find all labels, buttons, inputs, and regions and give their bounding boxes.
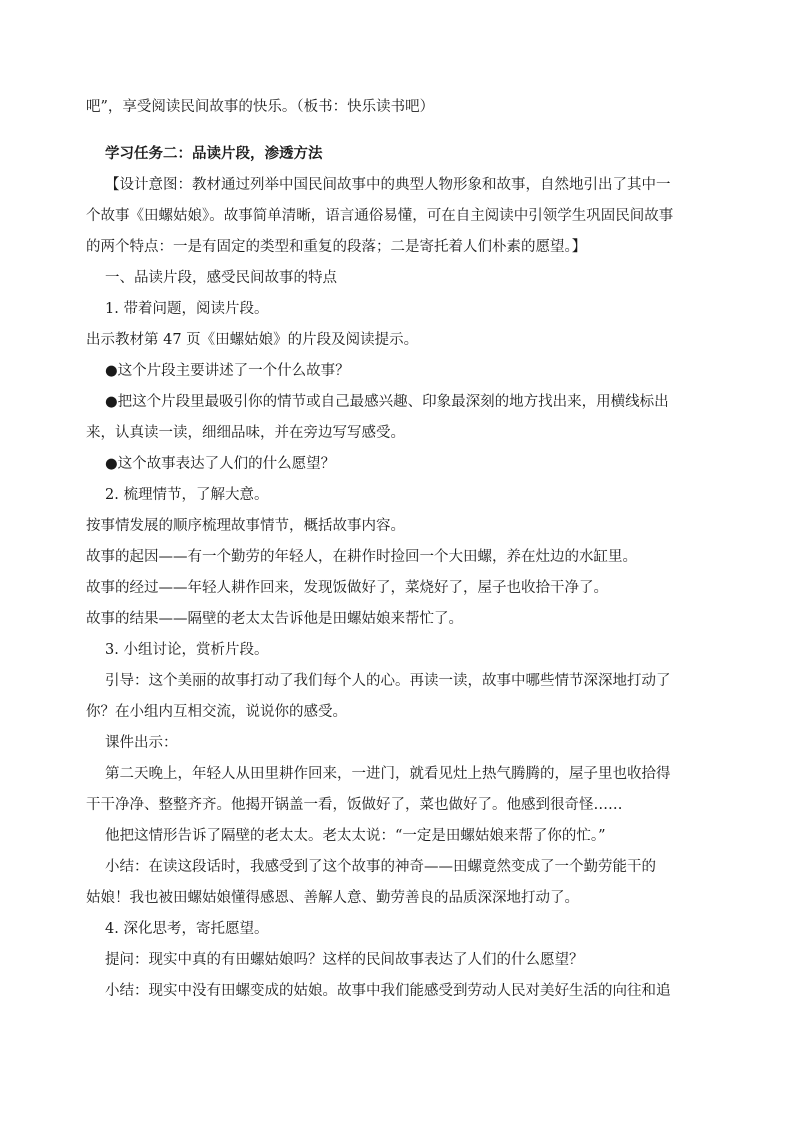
step-heading: 1. 带着问题，阅读片段。 <box>105 301 269 317</box>
plot-ending: 故事的结果——隔壁的老太太告诉他是田螺姑娘来帮忙了。 <box>86 611 463 627</box>
summary-line: 小结：在读这段话时，我感受到了这个故事的神奇——田螺竟然变成了一个勤劳能干的 <box>105 859 656 875</box>
guidance-line: 你？在小组内互相交流，说说你的感受。 <box>86 704 347 720</box>
step-heading: 3. 小组讨论，赏析片段。 <box>105 642 269 658</box>
bullet-question: ●这个故事表达了人们的什么愿望？ <box>105 456 336 472</box>
bullet-question-cont: 来，认真读一读，细细品味，并在旁边写写感受。 <box>86 425 405 441</box>
subsection-heading: 一、品读片段，感受民间故事的特点 <box>105 270 337 286</box>
step-heading: 4. 深化思考，寄托愿望。 <box>105 921 269 937</box>
design-intent-line: 个故事《田螺姑娘》。故事简单清晰，语言通俗易懂，可在自主阅读中引领学生巩固民间故事 <box>86 208 674 224</box>
paragraph-line: 按事情发展的顺序梳理故事情节，概括故事内容。 <box>86 518 405 534</box>
paragraph-line: 吧”，享受阅读民间故事的快乐。（板书：快乐读书吧） <box>86 99 435 115</box>
excerpt-line: 他把这情形告诉了隔壁的老太太。老太太说：“一定是田螺姑娘来帮了你的忙。” <box>105 828 606 844</box>
section-heading: 学习任务二：品读片段，渗透方法 <box>105 145 323 162</box>
bullet-question: ●这个片段主要讲述了一个什么故事？ <box>105 363 350 379</box>
plot-beginning: 故事的起因——有一个勤劳的年轻人，在耕作时捡回一个大田螺，养在灶边的水缸里。 <box>86 549 637 565</box>
design-intent-line: 【设计意图：教材通过列举中国民间故事中的典型人物形象和故事，自然地引出了其中一 <box>105 177 671 193</box>
bullet-question: ●把这个片段里最吸引你的情节或自己最感兴趣、印象最深刻的地方找出来，用横线标出 <box>105 394 669 410</box>
excerpt-line: 第二天晚上，年轻人从田里耕作回来，一进门，就看见灶上热气腾腾的，屋子里也收拾得 <box>105 766 671 782</box>
question-line: 提问：现实中真的有田螺姑娘吗？这样的民间故事表达了人们的什么愿望？ <box>105 952 584 968</box>
plot-development: 故事的经过——年轻人耕作回来，发现饭做好了，菜烧好了，屋子也收拾干净了。 <box>86 580 608 596</box>
summary-line: 小结：现实中没有田螺变成的姑娘。故事中我们能感受到劳动人民对美好生活的向往和追 <box>105 983 671 999</box>
paragraph-line: 出示教材第 47 页《田螺姑娘》的片段及阅读提示。 <box>86 332 419 348</box>
excerpt-line: 干干净净、整整齐齐。他揭开锅盖一看，饭做好了，菜也做好了。他感到很奇怪…… <box>86 797 623 813</box>
step-heading: 2. 梳理情节，了解大意。 <box>105 487 269 503</box>
design-intent-line: 的两个特点：一是有固定的类型和重复的段落；二是寄托着人们朴素的愿望。】 <box>86 239 587 255</box>
summary-line: 姑娘！我也被田螺姑娘懂得感恩、善解人意、勤劳善良的品质深深地打动了。 <box>86 890 579 906</box>
courseware-label: 课件出示： <box>105 735 178 751</box>
guidance-line: 引导：这个美丽的故事打动了我们每个人的心。再读一读，故事中哪些情节深深地打动了 <box>105 673 671 689</box>
